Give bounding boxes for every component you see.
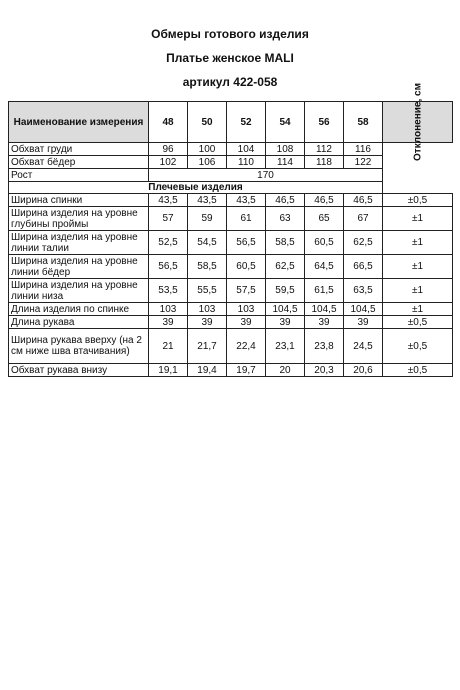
section-row <box>9 182 453 194</box>
tolerance-cell: ±1 <box>383 279 453 303</box>
value-cell: 39 <box>344 316 383 329</box>
value-cell: 56,5 <box>227 231 266 255</box>
value-cell: 102 <box>149 156 188 169</box>
value-cell: 57 <box>149 207 188 231</box>
measurement-name: Рост <box>9 169 149 182</box>
measurement-name: Ширина изделия на уровне линии талии <box>9 231 149 255</box>
value-cell: 20 <box>266 364 305 377</box>
tolerance-cell: ±0,5 <box>383 329 453 364</box>
value-cell: 19,4 <box>188 364 227 377</box>
value-cell: 104,5 <box>344 303 383 316</box>
value-cell: 46,5 <box>344 194 383 207</box>
value-cell: 62,5 <box>344 231 383 255</box>
value-cell: 96 <box>149 143 188 156</box>
value-cell: 19,1 <box>149 364 188 377</box>
value-cell: 24,5 <box>344 329 383 364</box>
table-row <box>9 364 453 377</box>
value-cell: 100 <box>188 143 227 156</box>
table-row <box>9 316 453 329</box>
value-cell: 57,5 <box>227 279 266 303</box>
value-cell: 58,5 <box>188 255 227 279</box>
table-row <box>9 231 453 255</box>
value-cell: 21,7 <box>188 329 227 364</box>
value-cell: 104 <box>227 143 266 156</box>
value-cell: 112 <box>305 143 344 156</box>
value-cell: 103 <box>149 303 188 316</box>
tolerance-label: Отклонение, см <box>412 83 423 161</box>
table-row <box>9 169 453 182</box>
measurement-name: Обхват бёдер <box>9 156 149 169</box>
value-cell: 39 <box>188 316 227 329</box>
measurements-table <box>8 83 453 377</box>
value-cell: 56,5 <box>149 255 188 279</box>
document-title: Обмеры готового изделия <box>151 27 309 41</box>
value-cell: 54,5 <box>188 231 227 255</box>
value-cell: 20,3 <box>305 364 344 377</box>
value-cell: 122 <box>344 156 383 169</box>
table-row <box>9 255 453 279</box>
tolerance-cell: ±0,5 <box>383 364 453 377</box>
document-titles <box>0 22 460 94</box>
merged-value-cell: 170 <box>149 169 383 182</box>
value-cell: 39 <box>305 316 344 329</box>
tolerance-cell: ±0,5 <box>383 194 453 207</box>
value-cell: 46,5 <box>266 194 305 207</box>
column-header-size: 48 <box>149 102 188 143</box>
value-cell: 60,5 <box>227 255 266 279</box>
table-body <box>9 143 453 377</box>
value-cell: 53,5 <box>149 279 188 303</box>
value-cell: 21 <box>149 329 188 364</box>
value-cell: 118 <box>305 156 344 169</box>
table-row <box>9 143 453 156</box>
table-row <box>9 207 453 231</box>
value-cell: 43,5 <box>149 194 188 207</box>
tolerance-cell: ±0,5 <box>383 316 453 329</box>
value-cell: 61 <box>227 207 266 231</box>
value-cell: 39 <box>266 316 305 329</box>
value-cell: 58,5 <box>266 231 305 255</box>
value-cell: 67 <box>344 207 383 231</box>
value-cell: 103 <box>227 303 266 316</box>
value-cell: 39 <box>149 316 188 329</box>
value-cell: 39 <box>227 316 266 329</box>
value-cell: 114 <box>266 156 305 169</box>
measurement-name: Длина изделия по спинке <box>9 303 149 316</box>
value-cell: 20,6 <box>344 364 383 377</box>
measurement-name: Ширина изделия на уровне линии бёдер <box>9 255 149 279</box>
table-row <box>9 156 453 169</box>
measurement-name: Длина рукава <box>9 316 149 329</box>
table-row <box>9 303 453 316</box>
column-header-size: 58 <box>344 102 383 143</box>
table-row <box>9 279 453 303</box>
value-cell: 64,5 <box>305 255 344 279</box>
column-header-size: 54 <box>266 102 305 143</box>
value-cell: 19,7 <box>227 364 266 377</box>
column-header-size: 56 <box>305 102 344 143</box>
tolerance-cell: ±1 <box>383 303 453 316</box>
value-cell: 65 <box>305 207 344 231</box>
column-header-name: Наименование измерения <box>9 102 149 143</box>
table-row <box>9 329 453 364</box>
measurement-name: Ширина изделия на уровне линии низа <box>9 279 149 303</box>
value-cell: 110 <box>227 156 266 169</box>
value-cell: 104,5 <box>305 303 344 316</box>
value-cell: 103 <box>188 303 227 316</box>
value-cell: 108 <box>266 143 305 156</box>
value-cell: 62,5 <box>266 255 305 279</box>
product-name: Платье женское MALI <box>166 51 294 65</box>
value-cell: 116 <box>344 143 383 156</box>
value-cell: 104,5 <box>266 303 305 316</box>
value-cell: 23,1 <box>266 329 305 364</box>
measurement-name: Обхват груди <box>9 143 149 156</box>
value-cell: 43,5 <box>188 194 227 207</box>
value-cell: 59,5 <box>266 279 305 303</box>
value-cell: 22,4 <box>227 329 266 364</box>
measurement-name: Обхват рукава внизу <box>9 364 149 377</box>
measurement-name: Ширина рукава вверху (на 2 см ниже шва втачивания) <box>9 329 149 364</box>
column-header-size: 50 <box>188 102 227 143</box>
tolerance-cell: ±1 <box>383 207 453 231</box>
value-cell: 59 <box>188 207 227 231</box>
article-number: артикул 422-058 <box>182 75 278 89</box>
value-cell: 66,5 <box>344 255 383 279</box>
value-cell: 23,8 <box>305 329 344 364</box>
table-row <box>9 194 453 207</box>
tolerance-cell: ±1 <box>383 231 453 255</box>
value-cell: 106 <box>188 156 227 169</box>
value-cell: 43,5 <box>227 194 266 207</box>
column-header-tolerance <box>383 83 453 161</box>
column-header-size: 52 <box>227 102 266 143</box>
value-cell: 63,5 <box>344 279 383 303</box>
measurement-name: Ширина спинки <box>9 194 149 207</box>
section-header: Плечевые изделия <box>9 182 383 194</box>
value-cell: 60,5 <box>305 231 344 255</box>
value-cell: 52,5 <box>149 231 188 255</box>
value-cell: 61,5 <box>305 279 344 303</box>
measurement-name: Ширина изделия на уровне глубины проймы <box>9 207 149 231</box>
value-cell: 63 <box>266 207 305 231</box>
value-cell: 46,5 <box>305 194 344 207</box>
tolerance-cell: ±1 <box>383 255 453 279</box>
value-cell: 55,5 <box>188 279 227 303</box>
